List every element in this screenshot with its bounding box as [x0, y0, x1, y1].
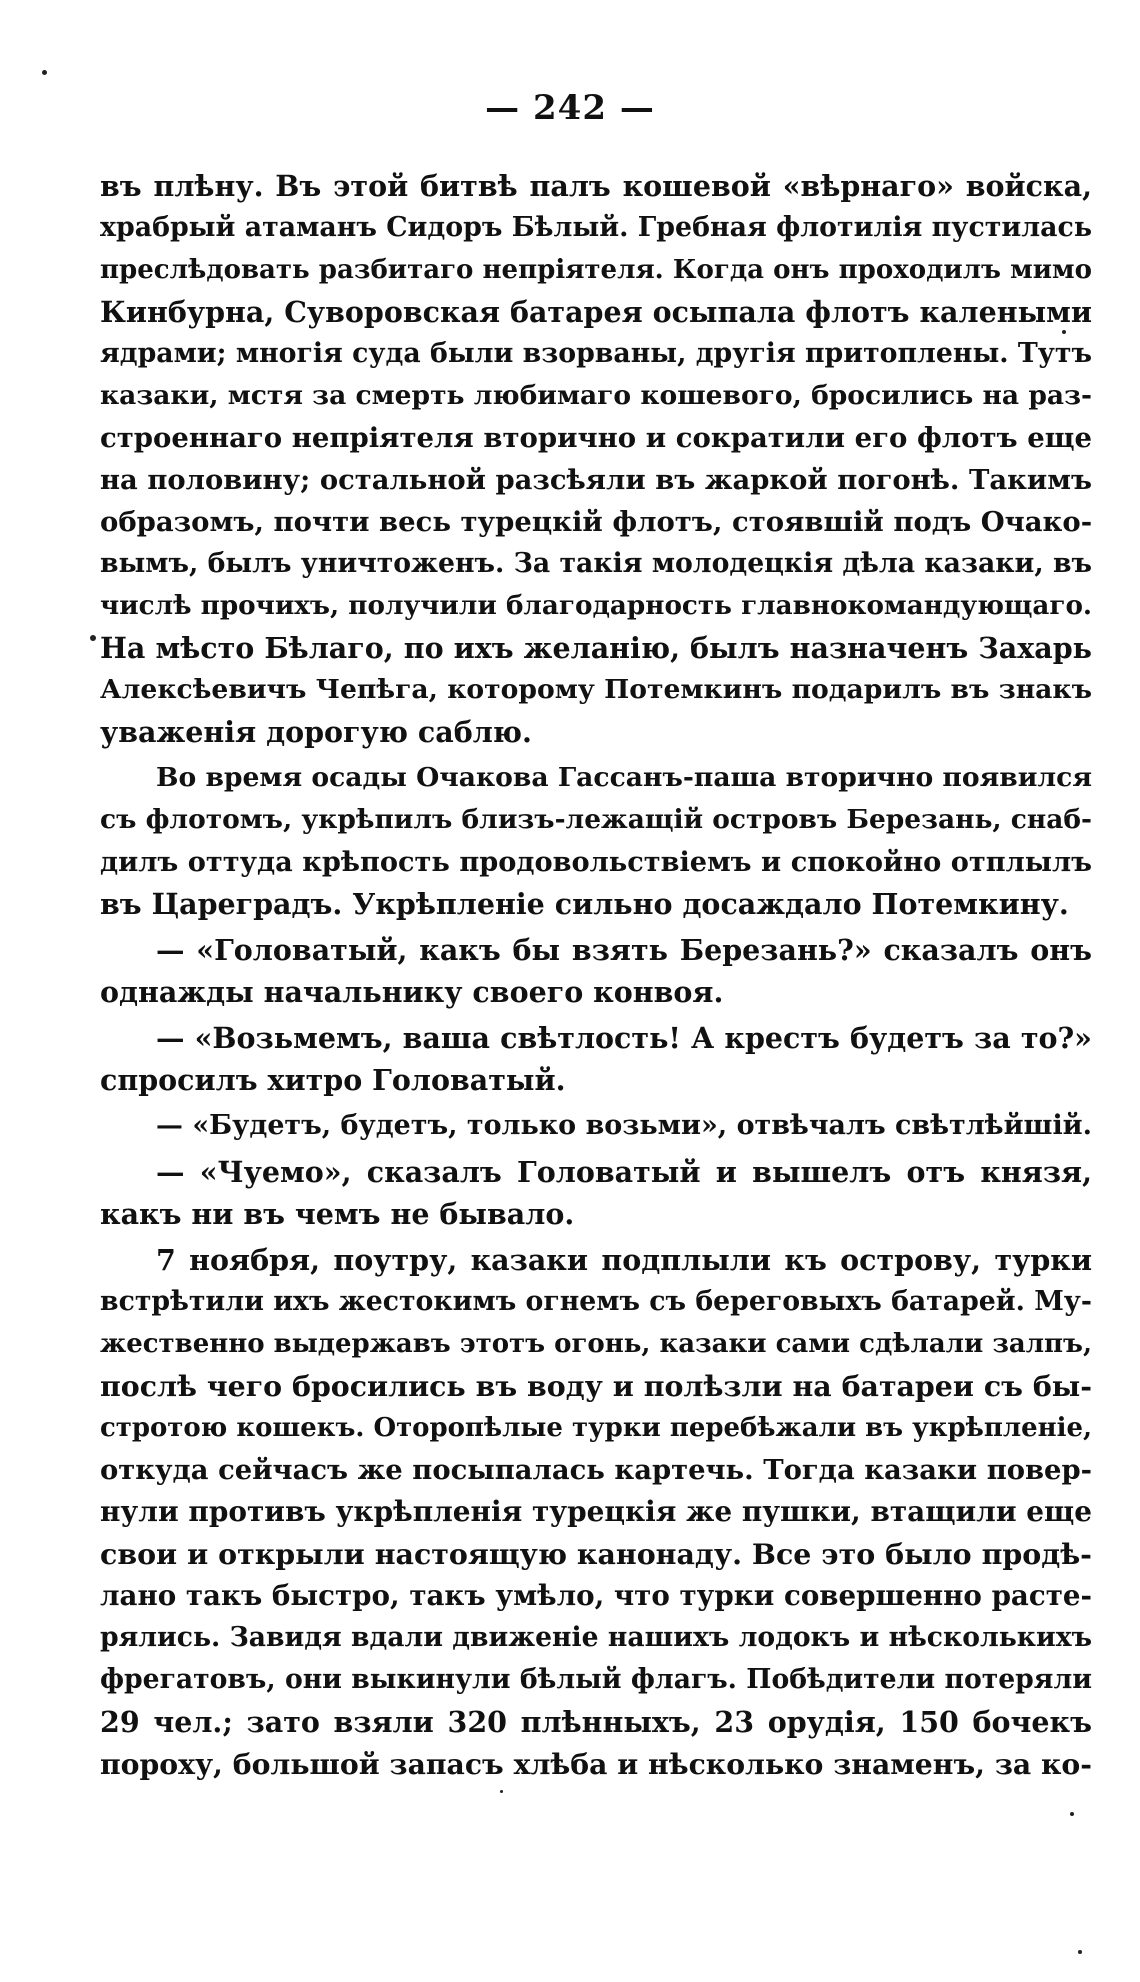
scan-speck [500, 1790, 503, 1793]
text-line: на половину; остальной разсѣяли въ жаркой погонѣ. Такимъ [100, 464, 1092, 496]
text-line: казаки, мстя за смерть любимаго кошевого, бросились на раз- [100, 380, 1092, 411]
text-line: послѣ чего бросились въ воду и полѣзли на батареи съ бы- [100, 1369, 1092, 1403]
text-line: Кинбурна, Суворовская батарея осыпала флотъ калеными [100, 295, 1092, 329]
text-line: встрѣтили ихъ жестокимъ огнемъ съ береговыхъ батарей. Му- [100, 1286, 1092, 1317]
text-line: строеннаго непріятеля вторично и сократили его флотъ еще [100, 422, 1092, 454]
body-text [100, 165, 1092, 1785]
paragraph-3 [100, 929, 1092, 1013]
text-line: храбрый атаманъ Сидоръ Бѣлый. Гребная флотилія пустилась [100, 212, 1093, 243]
paragraph-7 [100, 1239, 1092, 1785]
text-line: жественно выдержавъ этотъ огонь, казаки сами сдѣлали залпъ, [100, 1329, 1092, 1359]
text-line: однажды начальнику своего конвоя. [100, 975, 724, 1009]
text-line: дилъ оттуда крѣпость продовольствіемъ и спокойно отплылъ [100, 846, 1092, 878]
text-line: — «Будетъ, будетъ, только возьми», отвѣчалъ свѣтлѣйшій. [156, 1110, 1092, 1141]
text-line: ядрами; многія суда были взорваны, другія притоплены. Тутъ [100, 338, 1092, 369]
text-line: На мѣсто Бѣлаго, по ихъ желанію, былъ назначенъ Захарь [100, 631, 1092, 665]
paragraph-2 [100, 757, 1092, 925]
scan-speck [42, 70, 47, 75]
text-line: — «Головатый, какъ бы взять Березань?» сказалъ онъ [156, 933, 1092, 967]
scan-speck [1078, 1950, 1082, 1954]
text-line: — «Возьмемъ, ваша свѣтлость! А крестъ будетъ за то?» [156, 1021, 1092, 1055]
paragraph-6 [100, 1151, 1092, 1235]
text-line: 7 ноября, поутру, казаки подплыли къ острову, турки [156, 1243, 1092, 1277]
text-line: вымъ, былъ уничтоженъ. За такія молодецкія дѣла казаки, въ [100, 548, 1092, 579]
text-line: нули противъ укрѣпленія турецкія же пушки, втащили еще [100, 1495, 1092, 1528]
text-line: спросилъ хитро Головатый. [100, 1063, 566, 1097]
text-line: — «Чуемо», сказалъ Головатый и вышелъ отъ князя, [156, 1155, 1092, 1189]
text-line: Во время осады Очакова Гассанъ-паша вторично появился [156, 762, 1092, 793]
page-number: — 242 — [485, 88, 655, 128]
text-line: фрегатовъ, они выкинули бѣлый флагъ. Побѣдители потеряли [100, 1664, 1092, 1695]
text-line: Алексѣевичъ Чепѣга, которому Потемкинъ подарилъ въ знакъ [100, 674, 1092, 705]
scan-speck [1062, 330, 1066, 334]
paragraph-5 [100, 1105, 1092, 1147]
text-line: образомъ, почти весь турецкій флотъ, стоявшій подъ Очако- [100, 506, 1093, 538]
text-line: въ Цареградъ. Укрѣпленіе сильно досаждало Потемкину. [100, 887, 1069, 921]
text-line: стротою кошекъ. Оторопѣлые турки перебѣжали въ укрѣпленіе, [100, 1413, 1092, 1443]
text-line: числѣ прочихъ, получили благодарность главнокомандующаго. [100, 590, 1093, 621]
text-line: 29 чел.; зато взяли 320 плѣнныхъ, 23 орудія, 150 бочекъ [100, 1705, 1092, 1739]
text-line: лано такъ быстро, такъ умѣло, что турки совершенно расте- [100, 1579, 1092, 1612]
text-line: какъ ни въ чемъ не бывало. [100, 1197, 575, 1231]
paragraph-1 [100, 165, 1092, 753]
paragraph-4 [100, 1017, 1092, 1101]
scan-speck [1070, 1812, 1074, 1816]
text-line: свои и открыли настоящую канонаду. Все это было продѣ- [100, 1537, 1092, 1571]
text-line: пороху, большой запасъ хлѣба и нѣсколько знаменъ, за ко- [100, 1747, 1092, 1781]
text-line: рялись. Завидя вдали движеніе нашихъ лодокъ и нѣсколькихъ [100, 1622, 1092, 1653]
text-line: въ плѣну. Въ этой битвѣ палъ кошевой «вѣрнаго» войска, [100, 169, 1092, 203]
text-line: съ флотомъ, укрѣпилъ близъ-лежащій островъ Березань, снаб- [100, 804, 1092, 835]
text-line: преслѣдовать разбитаго непріятеля. Когда онъ проходилъ мимо [100, 255, 1092, 285]
text-line: откуда сейчасъ же посыпалась картечь. Тогда казаки повер- [100, 1454, 1092, 1486]
text-line: уваженія дорогую саблю. [100, 715, 532, 749]
scan-speck [90, 635, 96, 641]
